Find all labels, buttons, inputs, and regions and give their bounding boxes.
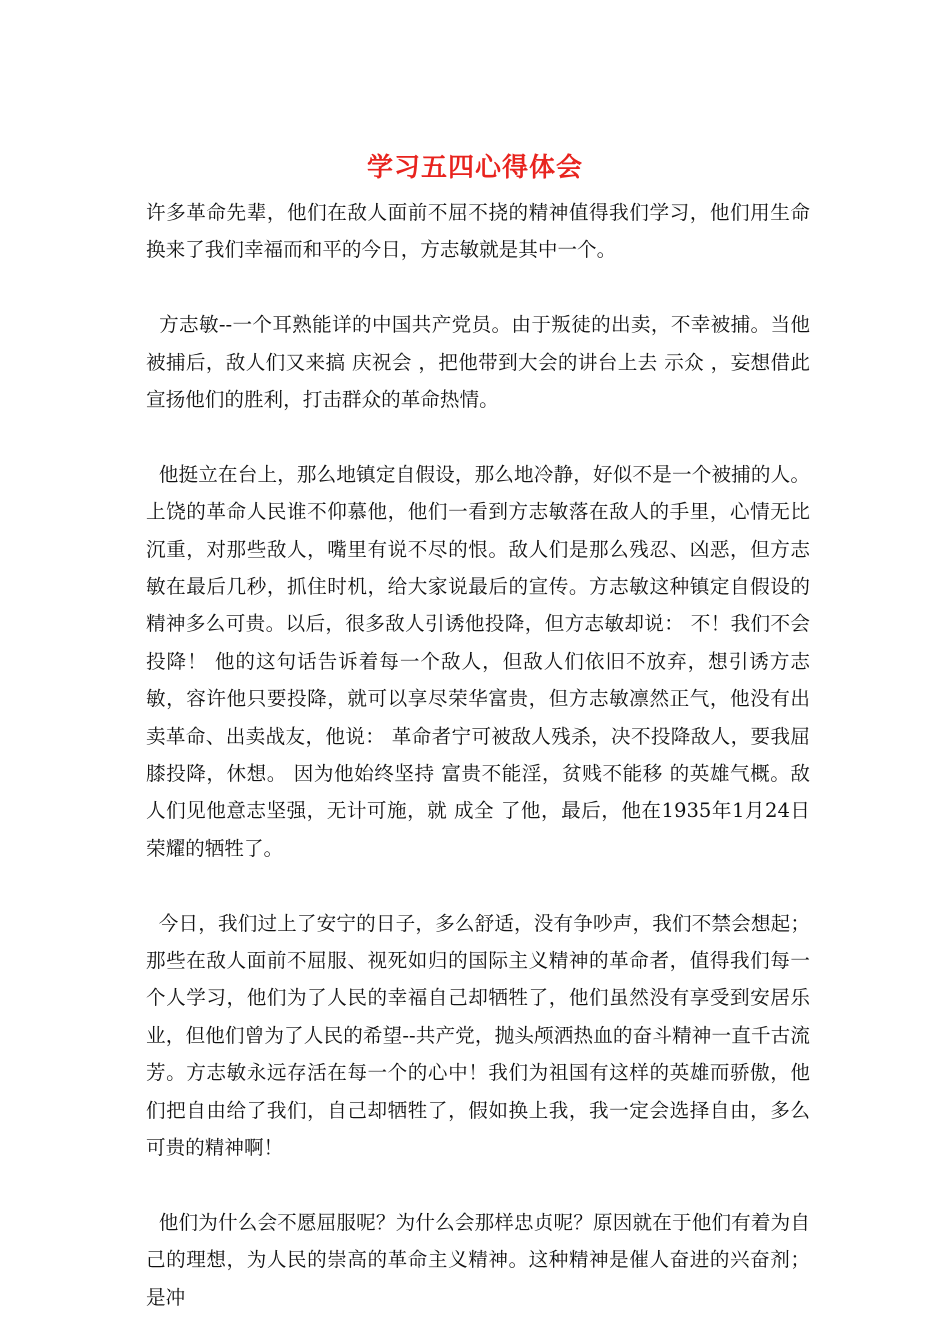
paragraph-1: 许多革命先辈，他们在敌人面前不屈不挠的精神值得我们学习，他们用生命换来了我们幸福而和平的今日，方志敏就是其中一个。: [146, 201, 810, 262]
paragraph-4: 今日，我们过上了安宁的日子，多么舒适，没有争吵声，我们不禁会想起；那些在敌人面前不屈服、视死如归的国际主义精神的革命者，值得我们每一个人学习，他们为了人民的幸福自己却牺牲了，他们虽然没有享受到安居乐业，但他们曾为了人民的希望--共产党，抛头颅洒热血的奋斗精神一直千古流芳。方志敏永远存活在每一个的心中！我们为祖国有这样的英雄而骄傲，他们把自由给了我们，自己却牺牲了，假如换上我，我一定会选择自由，多么可贵的精神啊！: [146, 911, 810, 1160]
document-title: 学习五四心得体会: [366, 153, 583, 183]
document-body: [146, 194, 810, 1316]
paragraph-3: 他挺立在台上，那么地镇定自假设，那么地冷静，好似不是一个被捕的人。上饶的革命人民谁不仰慕他，他们一看到方志敏落在敌人的手里，心情无比沉重，对那些敌人，嘴里有说不尽的恨。敌人们是那么残忍、凶恶，但方志敏在最后几秒，抓住时机，给大家说最后的宣传。方志敏这种镇定自假设的精神多么可贵。以后，很多敌人引诱他投降，但方志敏却说： 不！我们不会投降！ 他的这句话告诉着每一个敌人，但敌人们依旧不放弃，想引诱方志敏，容许他只要投降，就可以享尽荣华富贵，但方志敏凛然正气，他没有出卖革命、出卖战友，他说： 革命者宁可被敌人残杀，决不投降敌人，要我屈膝投降，休想。 因为他始终坚持 富贵不能淫，贫贱不能移 的英雄气概。敌人们见他意志坚强，无计可施，就 成全 了他，最后，他在1935年1月24日荣耀的牺牲了。: [146, 462, 810, 860]
paragraph-2: 方志敏--一个耳熟能详的中国共产党员。由于叛徒的出卖，不幸被捕。当他被捕后，敌人们又来搞 庆祝会 ，把他带到大会的讲台上去 示众 ，妄想借此宣扬他们的胜利，打击群众的革命热情。: [146, 313, 810, 412]
paragraph-5: 他们为什么会不愿屈服呢？为什么会那样忠贞呢？原因就在于他们有着为自己的理想，为人民的崇高的革命主义精神。这种精神是催人奋进的兴奋剂；是冲: [146, 1210, 810, 1309]
